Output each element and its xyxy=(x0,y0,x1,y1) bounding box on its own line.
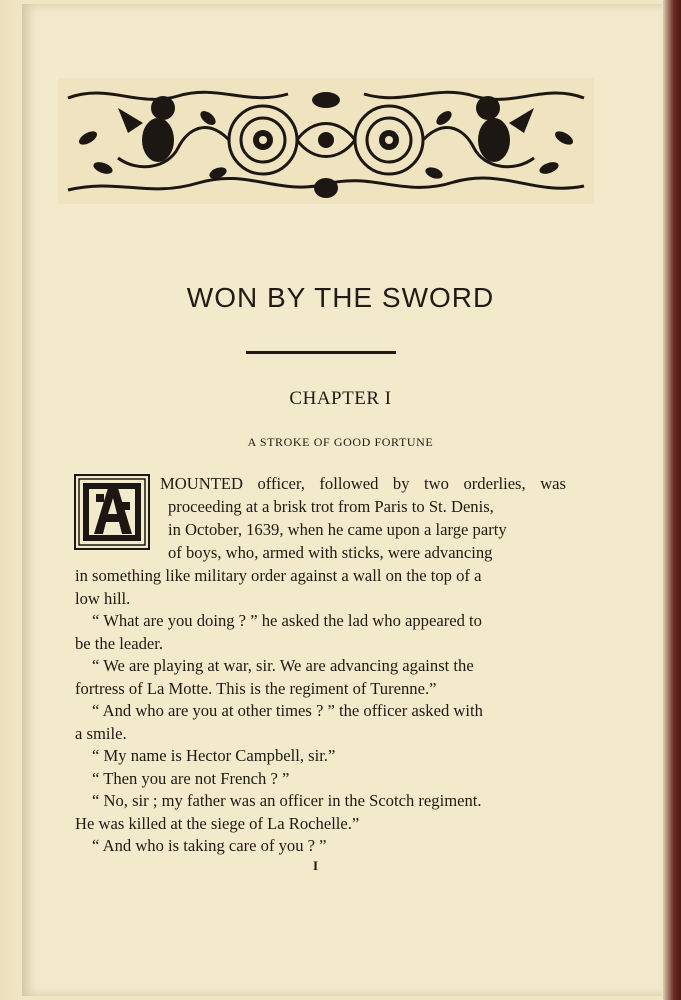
text-line: MOUNTED officer, followed by two orderlies, was xyxy=(160,474,566,493)
chapter-heading: CHAPTER I xyxy=(289,388,392,409)
text-line: a smile. xyxy=(75,724,127,743)
text-line: “ No, sir ; my father was an officer in the Scotch regiment. xyxy=(92,791,482,810)
chapter-subtitle: A STROKE OF GOOD FORTUNE xyxy=(247,435,434,449)
text-line: in October, 1639, when he came upon a large party xyxy=(168,520,507,539)
text-line: be the leader. xyxy=(75,634,163,653)
text-line: fortress of La Motte. This is the regiment of Turenne.” xyxy=(75,679,437,698)
text-line: “ What are you doing ? ” he asked the lad who appeared to xyxy=(92,611,482,630)
text-line: “ My name is Hector Campbell, sir.” xyxy=(92,746,336,765)
book-title: WON BY THE SWORD xyxy=(186,282,495,313)
text-line: of boys, who, armed with sticks, were advancing xyxy=(168,543,493,562)
text-line: “ Then you are not French ? ” xyxy=(92,769,290,788)
text-line: He was killed at the siege of La Rochelle.” xyxy=(75,814,360,833)
text-line: low hill. xyxy=(75,589,131,608)
text-line: “ We are playing at war, sir. We are advancing against the xyxy=(92,656,474,675)
drop-cap-a-icon xyxy=(74,474,150,550)
text-line: “ And who are you at other times ? ” the officer asked with xyxy=(92,701,483,720)
text-line: in something like military order against a wall on the top of a xyxy=(75,566,482,585)
book-cover-edge xyxy=(663,0,681,1000)
title-divider xyxy=(246,351,396,354)
text-line: proceeding at a brisk trot from Paris to St. Denis, xyxy=(168,497,494,516)
page-number: I xyxy=(313,858,319,873)
page-gutter xyxy=(0,0,24,1000)
ornamental-headpiece xyxy=(58,78,594,204)
text-line: “ And who is taking care of you ? ” xyxy=(92,836,327,855)
